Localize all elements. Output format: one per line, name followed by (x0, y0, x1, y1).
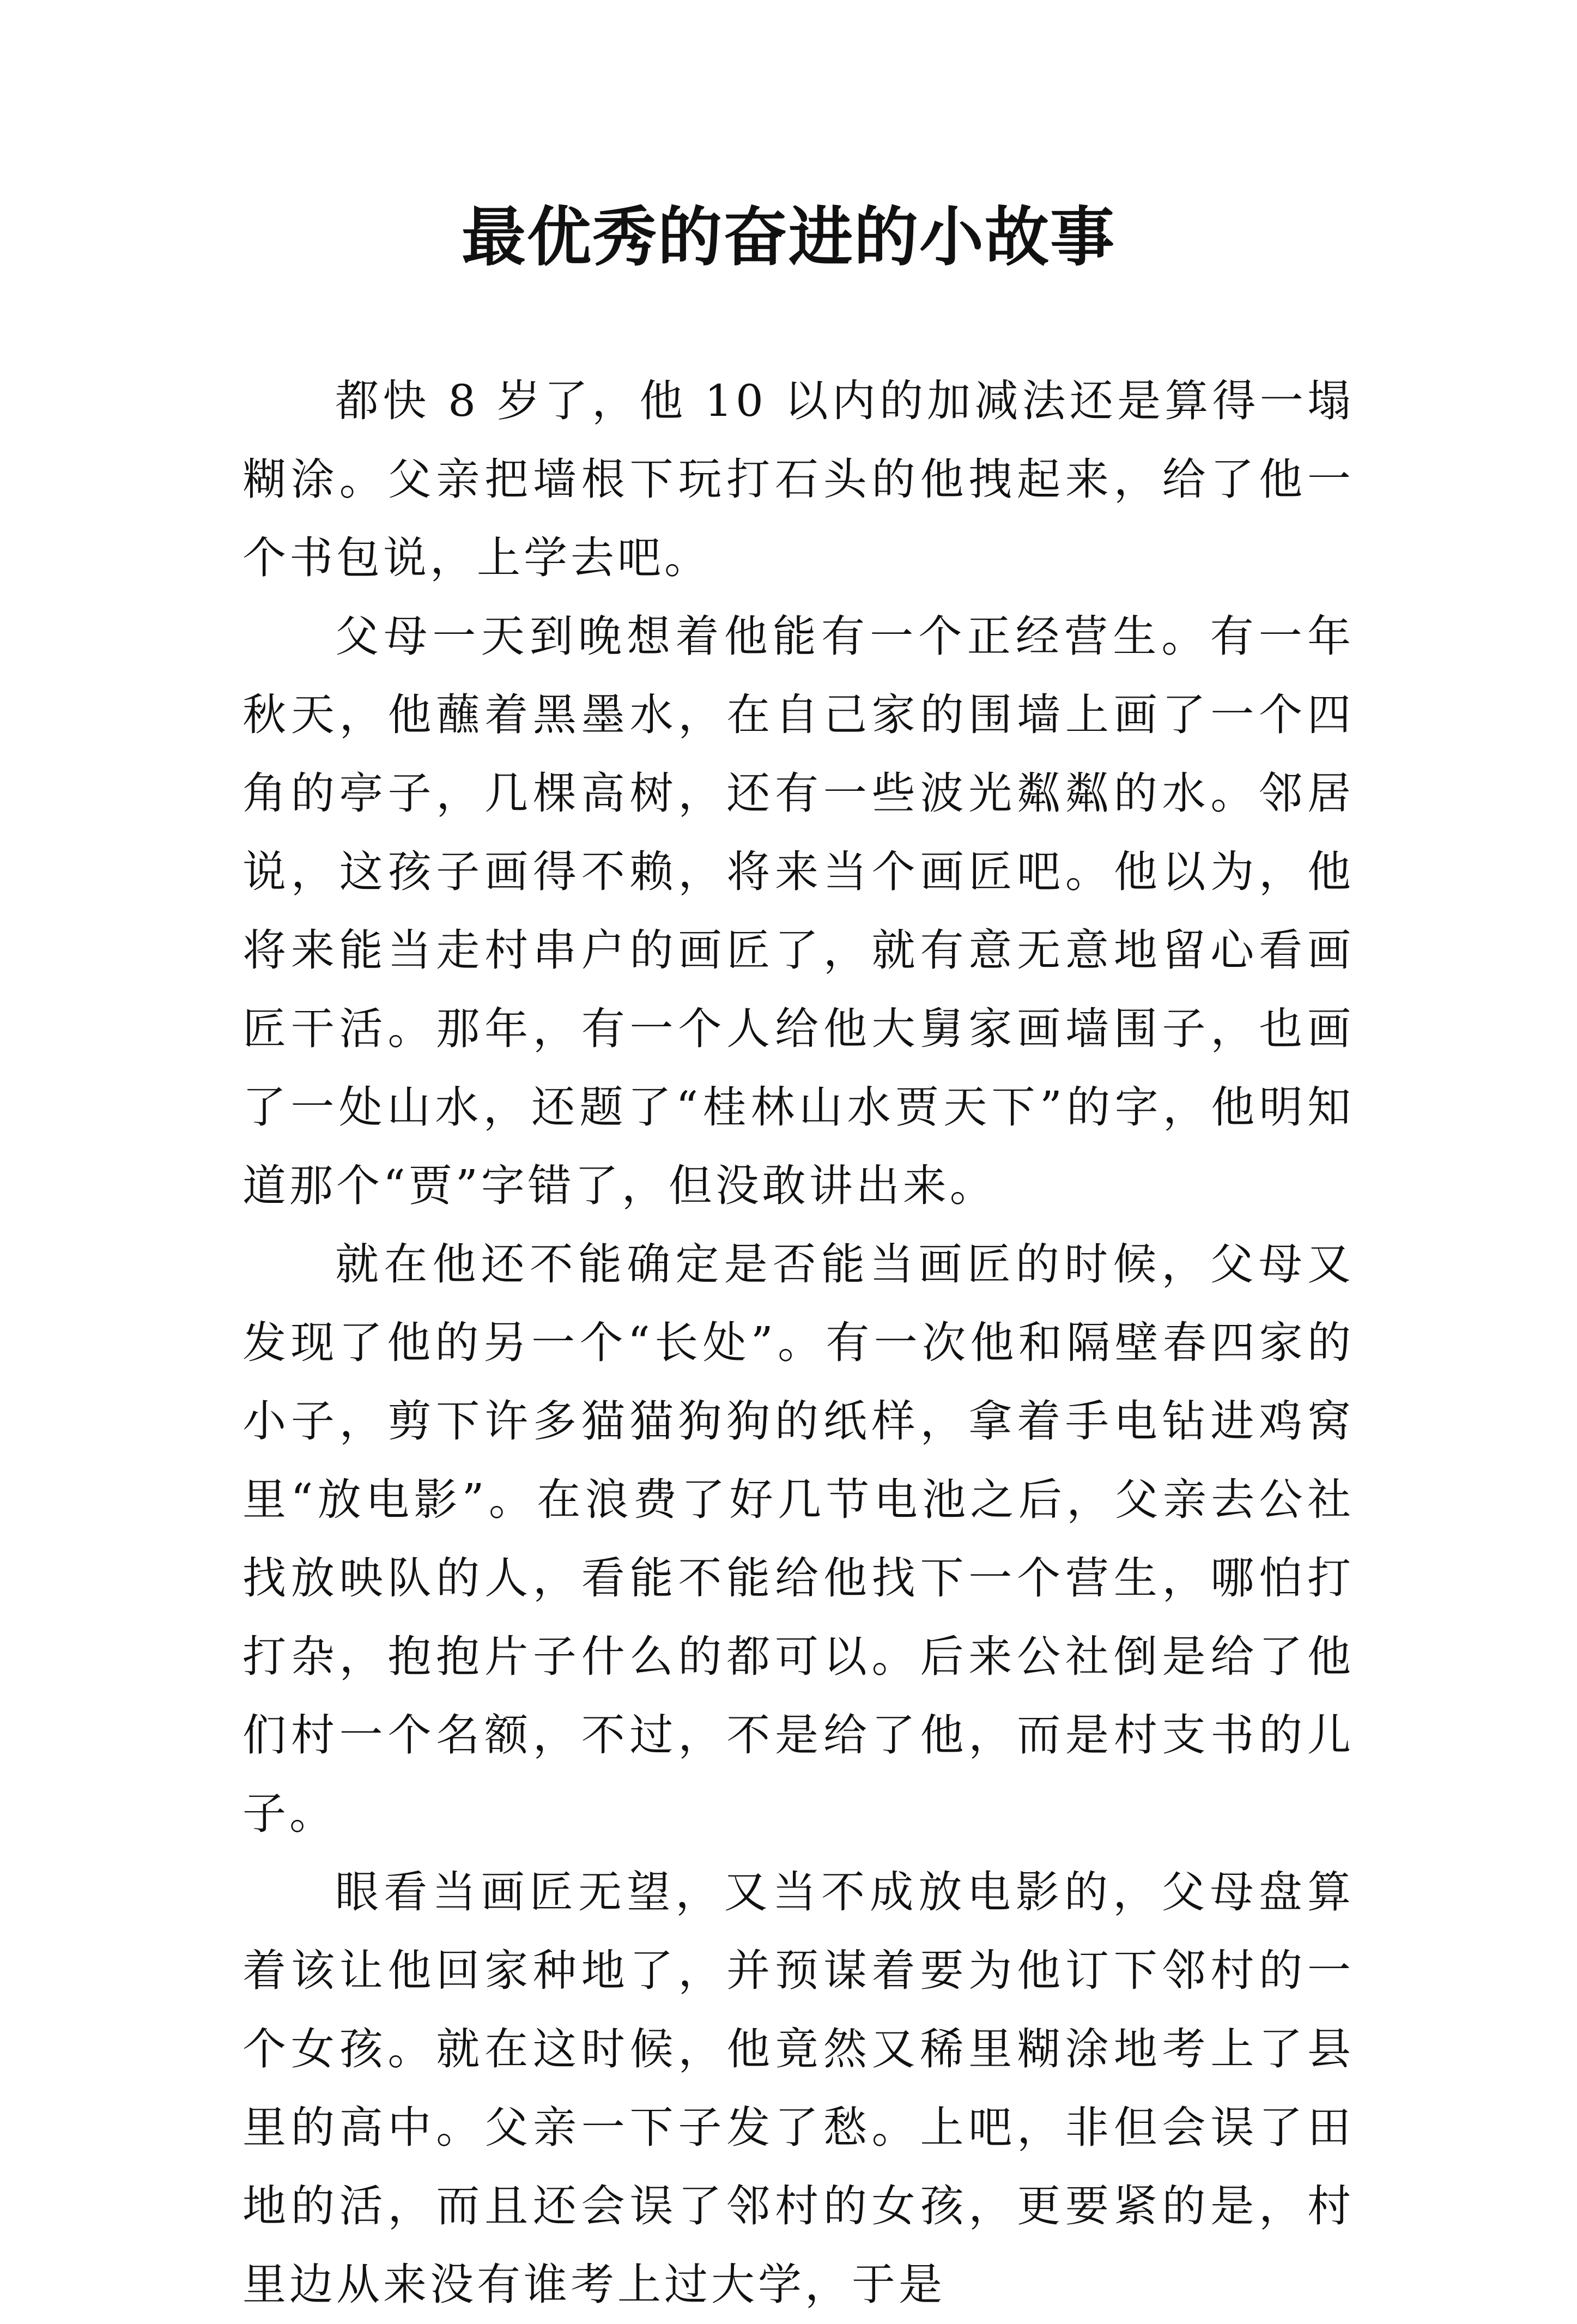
paragraph: 就在他还不能确定是否能当画匠的时候，父母又发现了他的另一个“长处”。有一次他和隔壁春四家的小子，剪下许多猫猫狗狗的纸样，拿着手电钻进鸡窝里“放电影”。在浪费了好几节电池之后，父亲去公社找放映队的人，看能不能给他找下一个营生，哪怕打打杂，抱抱片子什么的都可以。后来公社倒是给了他们村一个名额，不过，不是给了他，而是村支书的儿子。 (242, 1239, 1354, 1839)
paragraph: 都快 8 岁了，他 10 以内的加减法还是算得一塌糊涂。父亲把墙根下玩打石头的他拽起来，给了他一个书包说，上学去吧。 (242, 376, 1354, 583)
document-title: 最优秀的奋进的小故事 (461, 199, 1115, 275)
document-body (242, 362, 1354, 2324)
paragraph: 眼看当画匠无望，又当不成放电影的，父母盘算着该让他回家种地了，并预谋着要为他订下邻村的一个女孩。就在这时候，他竟然又稀里糊涂地考上了县里的高中。父亲一下子发了愁。上吧，非但会误了田地的活，而且还会误了邻村的女孩，更要紧的是，村里边从来没有谁考上过大学，于是 (242, 1867, 1354, 2310)
paragraph: 父母一天到晚想着他能有一个正经营生。有一年秋天，他蘸着黑墨水，在自己家的围墙上画了一个四角的亭子，几棵高树，还有一些波光粼粼的水。邻居说，这孩子画得不赖，将来当个画匠吧。他以为，他将来能当走村串户的画匠了，就有意无意地留心看画匠干活。那年，有一个人给他大舅家画墙围子，也画了一处山水，还题了“桂林山水贾天下”的字，他明知道那个“贾”字错了，但没敢讲出来。 (242, 611, 1354, 1211)
